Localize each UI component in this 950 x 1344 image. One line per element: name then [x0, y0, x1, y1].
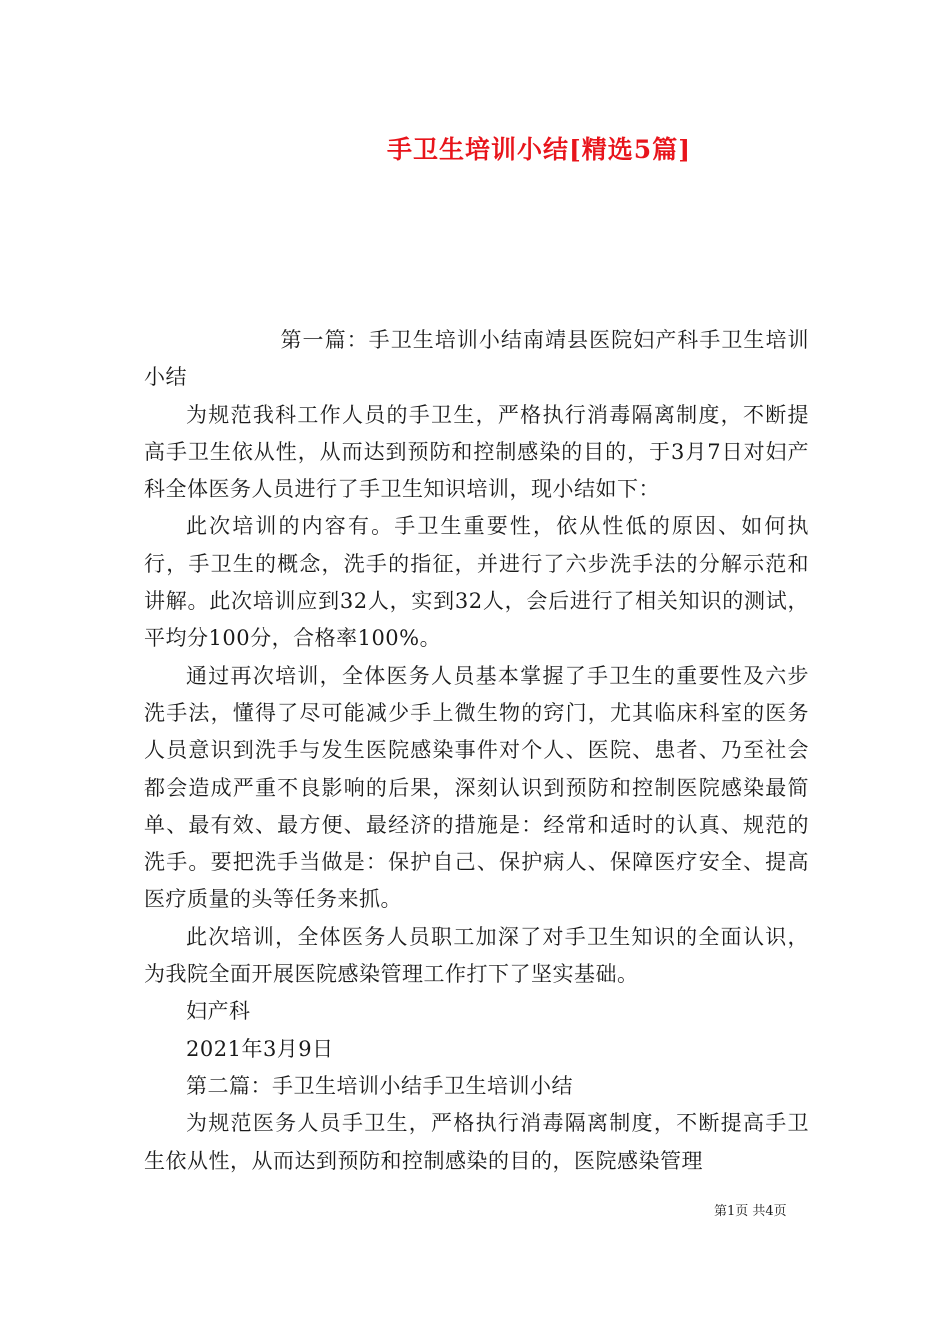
section-one-heading: 第一篇：手卫生培训小结南靖县医院妇产科手卫生培训小结 — [144, 328, 809, 390]
signature-date: 2021年3月9日 — [186, 1036, 334, 1061]
paragraph-section-two-intro: 为规范医务人员手卫生，严格执行消毒隔离制度，不断提高手卫生依从性，从而达到预防和控制感染的目的，医院感染管理 — [144, 1111, 809, 1173]
paragraph-purpose: 为规范我科工作人员的手卫生，严格执行消毒隔离制度，不断提高手卫生依从性，从而达到预防和控制感染的目的，于3月7日对妇产科全体医务人员进行了手卫生知识培训，现小结如下： — [144, 402, 809, 502]
paragraph-training-content: 此次培训的内容有。手卫生重要性，依从性低的原因、如何执行，手卫生的概念，洗手的指征，并进行了六步洗手法的分解示范和讲解。此次培训应到32人，实到32人，会后进行了相关知识的测试，平均分100分，合格率100%。 — [144, 514, 809, 651]
page-number: 第1页 共4页 — [714, 1204, 787, 1219]
section-two-heading: 第二篇：手卫生培训小结手卫生培训小结 — [186, 1073, 573, 1098]
paragraph-conclusion: 此次培训，全体医务人员职工加深了对手卫生知识的全面认识，为我院全面开展医院感染管理工作打下了坚实基础。 — [144, 924, 809, 987]
document-title: 手卫生培训小结[精选5篇] — [386, 135, 692, 164]
paragraph-training-outcome: 通过再次培训，全体医务人员基本掌握了手卫生的重要性及六步洗手法，懂得了尽可能减少手上微生物的窍门，尤其临床科室的医务人员意识到洗手与发生医院感染事件对个人、医院、患者、乃至社会都会造成严重不良影响的后果，深刻认识到预防和控制医院感染最简单、最有效、最方便、最经济的措施是：经常和适时的认真、规范的洗手。要把洗手当做是：保护自己、保护病人、保障医疗安全、提高医疗质量的头等任务来抓。 — [144, 663, 809, 912]
signature-department: 妇产科 — [186, 999, 251, 1024]
document-body — [144, 322, 809, 1180]
